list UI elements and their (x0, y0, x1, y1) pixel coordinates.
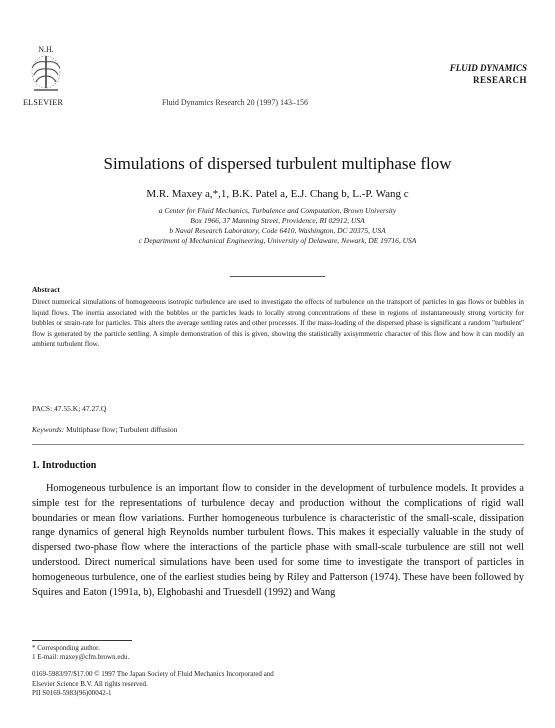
journal-citation: Fluid Dynamics Research 20 (1997) 143–156 (162, 98, 308, 107)
footnote: 1 E-mail: maxey@cfm.brown.edu. (32, 653, 130, 661)
affiliation-line: a Center for Fluid Mechanics, Turbulence and Computation, Brown University (158, 206, 397, 215)
divider (230, 276, 325, 277)
footnote: * Corresponding author. (32, 644, 100, 652)
journal-name-line1: FLUID DYNAMICS (449, 63, 527, 73)
journal-name (450, 62, 527, 86)
abstract-text: Direct numerical simulations of homogeneous isotropic turbulence are used to investigate the effects of turbulence on the transport of particles in gas flows or bubbles in liquid flows. The inertia associated with the bubbles or the particles leads to locally strong concentrations of these in regions of instantaneously strong vorticity for bubbles or strain-rate for particles. This alters the average settling rates and other processes. If the mass-loading of the dispersed phase is significant a random "turbulent" flow is generated by the particle settling. A simple demonstration of this is given, showing the statistically axisymmetric character of this flow and how it can modify an ambient turbulent flow. (32, 298, 524, 349)
affiliations (0, 206, 555, 246)
copyright-line: Elsevier Science B.V. All rights reserved. (32, 679, 148, 688)
svg-text:N.H.: N.H. (38, 45, 54, 54)
publisher-name: ELSEVIER (23, 98, 64, 107)
body-paragraph: Homogeneous turbulence is an important flow to consider in the development of turbulence models. It provides a simple test for the representations of turbulence decay and production without the complications of rigid wall boundaries or mean flow variations. Further homogeneous turbulence is characteristic of the small-scale, dissipation range dynamics of general high Reynolds number turbulent flows. This makes it especially valuable in the study of dispersed two-phase flow where the interactions of the particle phase with small-scale turbulence are still not well understood. Direct numerical simulations have been used for some time to investigate the transport of particles in homogeneous turbulence, one of the earliest studies being by Riley and Patterson (1974). These have been followed by Squires and Eaton (1991a, b), Elghobashi and Truesdell (1992) and Wang (32, 483, 524, 598)
affiliation-line: Box 1966, 37 Manning Street, Providence, RI 02912, USA (190, 216, 365, 225)
footnote-rule (32, 640, 132, 641)
affiliation-line: c Department of Mechanical Engineering, University of Delaware, Newark, DE 19716, USA (138, 236, 417, 245)
section-heading: 1. Introduction (32, 460, 97, 471)
pacs-codes: PACS: 47.55.K; 47.27.Q (32, 404, 107, 413)
keywords-label: Keywords: (32, 425, 65, 434)
copyright-notice (32, 670, 274, 699)
divider (32, 444, 524, 445)
copyright-line: 0169-5983/97/$17.00 © 1997 The Japan Society of Fluid Mechanics Incorporated and (32, 670, 274, 678)
journal-name-line2: RESEARCH (472, 75, 527, 85)
keywords (32, 425, 177, 434)
footnotes (32, 644, 129, 662)
elsevier-tree-logo (26, 42, 66, 94)
abstract-heading: Abstract (32, 285, 60, 294)
affiliation-line: b Naval Research Laboratory, Code 6410, Washington, DC 20375, USA (169, 226, 386, 235)
pii-line: PII S0169-5983(96)00042-1 (32, 689, 112, 697)
section-body (32, 482, 524, 600)
author-list: M.R. Maxey a,*,1, B.K. Patel a, E.J. Chang b, L.-P. Wang c (146, 188, 409, 200)
keywords-value: Multiphase flow; Turbulent diffusion (66, 425, 178, 434)
article-title: Simulations of dispersed turbulent multiphase flow (103, 154, 452, 173)
